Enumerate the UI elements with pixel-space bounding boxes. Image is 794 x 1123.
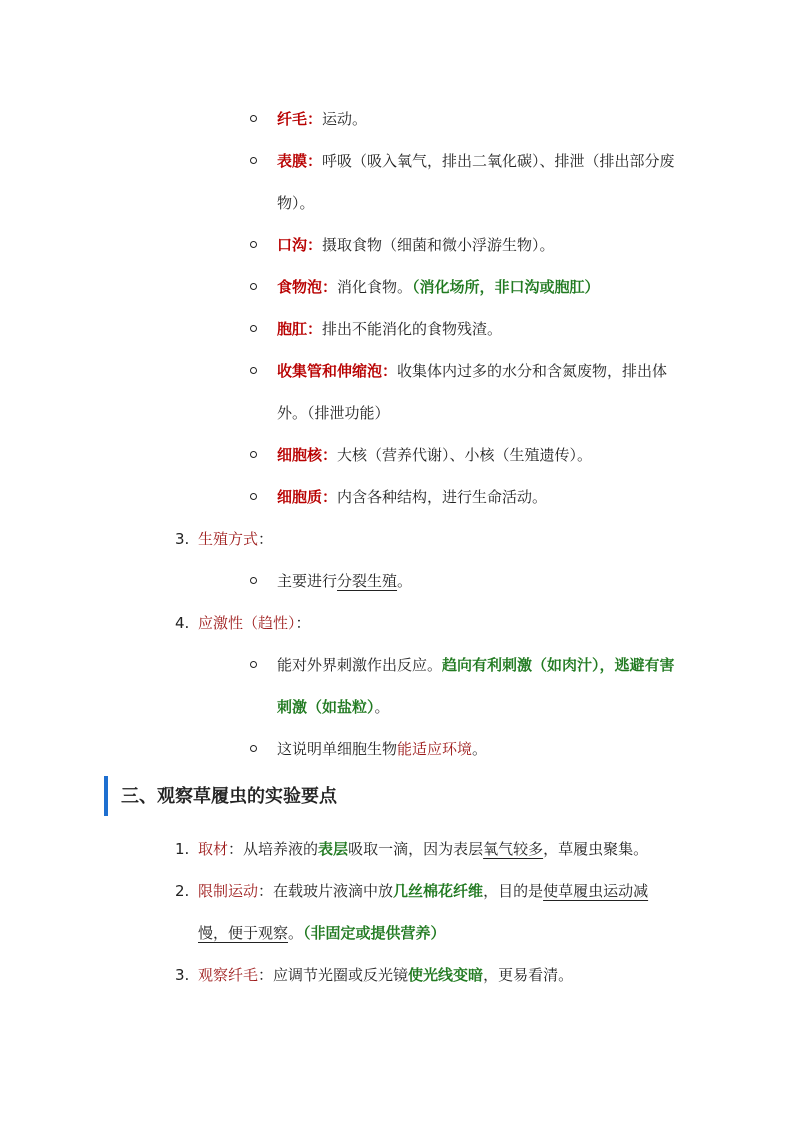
highlight: 趋向有利刺激（如肉汁），逃避有害刺激（如盐粒） bbox=[277, 656, 675, 716]
text: 应调节光圈或反光镜 bbox=[273, 966, 409, 984]
item-number: 4. bbox=[175, 614, 190, 632]
description: 大核（营养代谢）、小核（生殖遗传）。 bbox=[337, 446, 593, 464]
item-colon: ： bbox=[295, 614, 311, 632]
item-label: 限制运动 bbox=[198, 882, 259, 900]
highlight: 表层 bbox=[318, 840, 349, 858]
note: （非固定或提供营养） bbox=[303, 924, 446, 942]
list-item bbox=[255, 560, 685, 602]
heading-text: 三、观察草履虫的实验要点 bbox=[121, 786, 337, 807]
description: 呼吸（吸入氧气，排出二氧化碳）、排泄（排出部分废物）。 bbox=[277, 152, 675, 212]
section-heading bbox=[104, 776, 704, 816]
text: 。 bbox=[288, 924, 304, 942]
underlined-text: 分裂生殖 bbox=[337, 572, 398, 590]
highlight: 使光线变暗 bbox=[408, 966, 484, 984]
item-number: 3. bbox=[175, 966, 190, 984]
list-item bbox=[255, 98, 685, 140]
numbered-item bbox=[175, 828, 695, 870]
hollow-bullet-icon bbox=[250, 745, 257, 752]
description: 排出不能消化的食物残渣。 bbox=[322, 320, 503, 338]
hollow-bullet-icon bbox=[250, 661, 257, 668]
item-label: 应激性（趋性） bbox=[198, 614, 296, 632]
note: （消化场所，非口沟或胞肛） bbox=[412, 278, 600, 296]
term: 胞肛： bbox=[277, 320, 323, 338]
text: ，目的是 bbox=[483, 882, 544, 900]
item-colon: ： bbox=[258, 966, 274, 984]
hollow-bullet-icon bbox=[250, 115, 257, 122]
item-number: 1. bbox=[175, 840, 190, 858]
text: ，草履虫聚集。 bbox=[543, 840, 649, 858]
text: 。 bbox=[397, 572, 413, 590]
underlined-text: 氧气较多 bbox=[483, 840, 544, 858]
text: 从培养液的 bbox=[243, 840, 319, 858]
list-item bbox=[255, 434, 685, 476]
term: 收集管和伸缩泡： bbox=[277, 362, 398, 380]
highlight: 几丝棉花纤维 bbox=[393, 882, 484, 900]
heading-accent-bar bbox=[104, 776, 108, 816]
hollow-bullet-icon bbox=[250, 241, 257, 248]
hollow-bullet-icon bbox=[250, 493, 257, 500]
hollow-bullet-icon bbox=[250, 325, 257, 332]
item-colon: ： bbox=[258, 882, 274, 900]
list-item bbox=[255, 644, 685, 728]
text: 。 bbox=[374, 698, 390, 716]
item-colon: ： bbox=[258, 530, 274, 548]
term: 细胞质： bbox=[277, 488, 338, 506]
text: 这说明单细胞生物 bbox=[277, 740, 398, 758]
hollow-bullet-icon bbox=[250, 367, 257, 374]
item-label: 生殖方式 bbox=[198, 530, 259, 548]
text: 吸取一滴，因为表层 bbox=[348, 840, 484, 858]
text: 能对外界刺激作出反应。 bbox=[277, 656, 443, 674]
numbered-item bbox=[175, 602, 695, 644]
text: 主要进行 bbox=[277, 572, 338, 590]
description: 内含各种结构，进行生命活动。 bbox=[337, 488, 548, 506]
term: 口沟： bbox=[277, 236, 323, 254]
term: 食物泡： bbox=[277, 278, 338, 296]
hollow-bullet-icon bbox=[250, 283, 257, 290]
description: 消化食物。 bbox=[337, 278, 413, 296]
hollow-bullet-icon bbox=[250, 577, 257, 584]
numbered-item bbox=[175, 870, 675, 954]
text: 。 bbox=[472, 740, 488, 758]
list-item bbox=[255, 350, 685, 434]
term: 细胞核： bbox=[277, 446, 338, 464]
description: 运动。 bbox=[322, 110, 368, 128]
hollow-bullet-icon bbox=[250, 157, 257, 164]
list-item bbox=[255, 266, 685, 308]
description: 收集体内过多的水分和含氮废物，排出体外。（排泄功能） bbox=[277, 362, 668, 422]
description: 摄取食物（细菌和微小浮游生物）。 bbox=[322, 236, 555, 254]
hollow-bullet-icon bbox=[250, 451, 257, 458]
list-item bbox=[255, 140, 685, 224]
text: 在载玻片液滴中放 bbox=[273, 882, 394, 900]
list-item bbox=[255, 728, 685, 770]
numbered-item bbox=[175, 518, 695, 560]
item-label: 取材 bbox=[198, 840, 229, 858]
list-item bbox=[255, 308, 685, 350]
text: ，更易看清。 bbox=[483, 966, 574, 984]
list-item bbox=[255, 224, 685, 266]
item-label: 观察纤毛 bbox=[198, 966, 259, 984]
underlined-text: 使草履虫运动减慢，便于观察 bbox=[198, 882, 649, 942]
numbered-item bbox=[175, 954, 695, 996]
term: 纤毛： bbox=[277, 110, 323, 128]
highlight: 能适应环境 bbox=[397, 740, 473, 758]
item-number: 2. bbox=[175, 882, 190, 900]
term: 表膜： bbox=[277, 152, 323, 170]
item-colon: ： bbox=[228, 840, 244, 858]
item-number: 3. bbox=[175, 530, 190, 548]
list-item bbox=[255, 476, 685, 518]
